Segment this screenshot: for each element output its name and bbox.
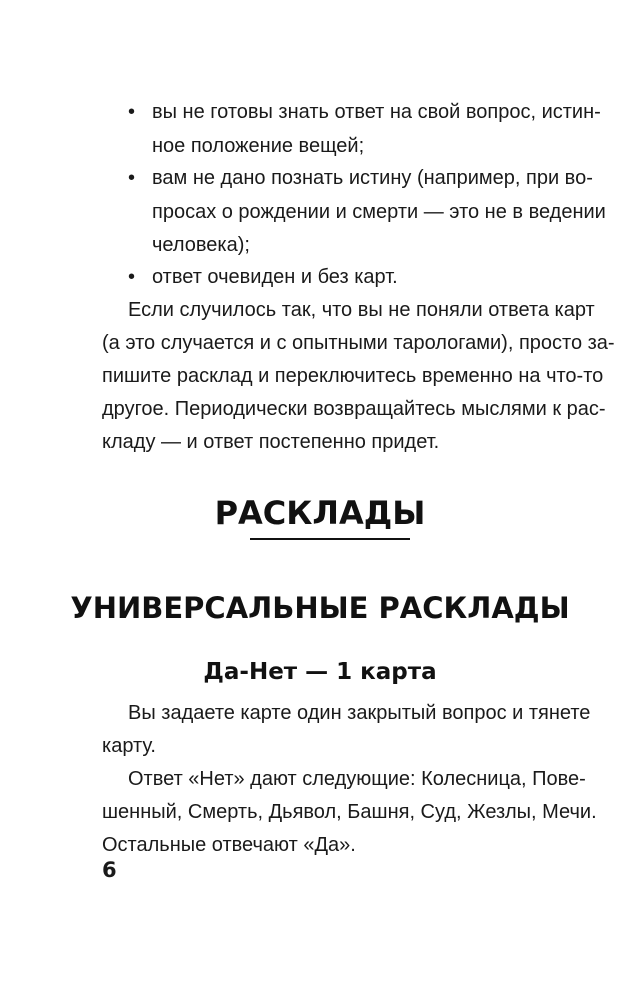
paragraph-line: Вы задаете карте один закрытый вопрос и тянете: [128, 702, 591, 724]
section-title-underline: [250, 538, 410, 540]
bullet-1-line-1: вы не готовы знать ответ на свой вопрос, истин-: [152, 101, 601, 123]
spread-title: Да-Нет — 1 карта: [203, 659, 437, 685]
paragraph-line: шенный, Смерть, Дьявол, Башня, Суд, Жезлы, Мечи.: [102, 801, 597, 823]
page-number: 6: [102, 858, 117, 882]
bullet-marker: •: [128, 266, 136, 288]
bullet-1-line-2: ное положение вещей;: [152, 135, 365, 157]
paragraph-line: пишите расклад и переключитесь временно на что-то: [102, 365, 604, 387]
paragraph-line: Остальные отвечают «Да».: [102, 834, 356, 856]
subsection-title: УНИВЕРСАЛЬНЫЕ РАСКЛАДЫ: [70, 591, 570, 625]
bullet-2-line-1: вам не дано познать истину (например, при во-: [152, 167, 593, 189]
paragraph-line: карту.: [102, 735, 156, 757]
paragraph-line: (а это случается и с опытными тарологами), просто за-: [102, 332, 615, 354]
paragraph-line: Если случилось так, что вы не поняли ответа карт: [128, 299, 595, 321]
bullet-marker: •: [128, 167, 136, 189]
bullet-3-line-1: ответ очевиден и без карт.: [152, 266, 398, 288]
paragraph-line: Ответ «Нет» дают следующие: Колесница, Пове-: [128, 768, 586, 790]
paragraph-line: кладу — и ответ постепенно придет.: [102, 431, 440, 453]
bullet-2-line-3: человека);: [152, 234, 250, 256]
bullet-marker: •: [128, 101, 136, 123]
paragraph-line: другое. Периодически возвращайтесь мыслями к рас-: [102, 398, 606, 420]
section-title: РАСКЛАДЫ: [214, 494, 426, 532]
bullet-2-line-2: просах о рождении и смерти — это не в ведении: [152, 201, 606, 223]
